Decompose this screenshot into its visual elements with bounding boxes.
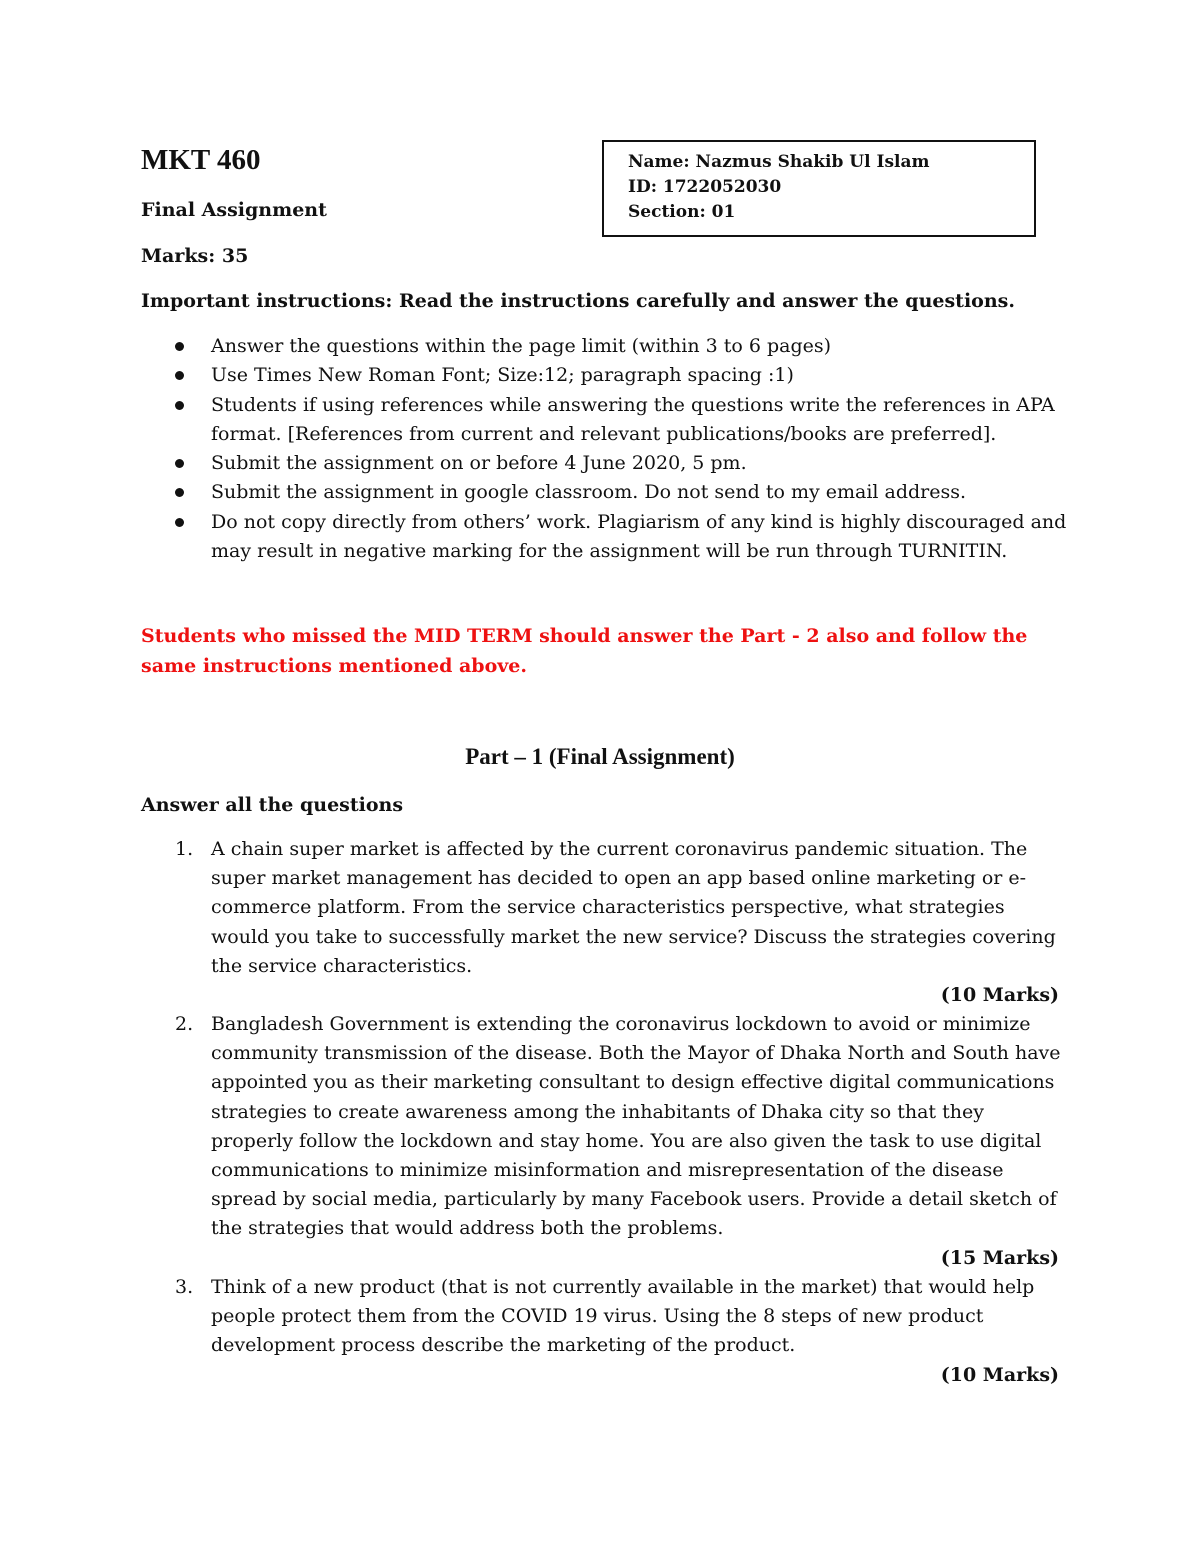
instruction-text: Submit the assignment on or before 4 June 2020, 5 pm. [211,452,747,475]
instructions-heading: Important instructions: Read the instructions carefully and answer the questions. [141,290,1015,312]
question-marks: (10 Marks) [940,984,1059,1007]
instruction-text: Do not copy directly from others’ work. Plagiarism of any kind is highly discouraged and may result in negative marking for the assignment will be run through TURNITIN. [211,510,1067,563]
part-subheading: Answer all the questions [141,794,404,816]
student-section: Section: 01 [628,202,736,222]
student-name: Name: Nazmus Shakib Ul Islam [628,152,930,172]
bullet-icon [175,459,184,468]
question-1 [141,835,1061,1010]
question-2 [141,1010,1061,1273]
bullet-icon [175,518,184,527]
question-number: 2. [175,1013,194,1035]
instruction-item [141,449,1071,478]
bullet-icon [175,371,184,380]
instruction-text: Answer the questions within the page limit (within 3 to 6 pages) [211,335,832,357]
instruction-item [141,361,1071,390]
instruction-item [141,478,1071,507]
course-code: MKT 460 [141,144,261,176]
question-text: Bangladesh Government is extending the coronavirus lockdown to avoid or minimize community transmission of the disease. Both the Mayor of Dhaka North and South have appointed you as their marketing consultant to design effective digital communications strategies to create awareness among the inhabitants of Dhaka city so that they properly follow the lockdown and stay home. You are also given the task to use digital communications to minimize misinformation and misrepresentation of the disease spread by social media, particularly by many Facebook users. Provide a detail sketch of the strategies that would address both the problems. [211,1013,1061,1240]
instruction-text: Students if using references while answering the questions write the references in APA format. [References from current and relevant publications/books are preferred]. [211,393,1055,445]
instruction-text: Submit the assignment in google classroom. Do not send to my email address. [211,481,967,504]
instruction-item [141,332,1071,361]
question-marks: (15 Marks) [940,1246,1059,1269]
bullet-icon [175,342,184,351]
bullet-icon [175,401,184,410]
midterm-notice: Students who missed the MID TERM should answer the Part - 2 also and follow the same instructions mentioned above. [141,625,1028,677]
part-title: Part – 1 (Final Assignment) [465,744,735,769]
question-marks: (10 Marks) [940,1363,1059,1386]
instruction-item [141,391,1071,450]
instruction-text: Use Times New Roman Font; Size:12; paragraph spacing :1) [211,364,794,387]
question-number: 3. [175,1276,194,1298]
question-text: A chain super market is affected by the current coronavirus pandemic situation. The super market management has decided to open an app based online marketing or e-commerce platform. From the service characteristics perspective, what strategies would you take to successfully market the new service? Discuss the strategies covering the service characteristics. [211,838,1056,977]
bullet-icon [175,488,184,497]
question-text: Think of a new product (that is not currently available in the market) that would help people protect them from the COVID 19 virus. Using the 8 steps of new product development process describe the marketing of the product. [211,1276,1035,1357]
question-number: 1. [175,838,194,860]
instruction-item [141,508,1071,567]
question-3 [141,1273,1061,1390]
assignment-title: Final Assignment [141,199,327,221]
instructions-list [141,332,1071,566]
student-info-box [602,140,1036,237]
total-marks: Marks: 35 [141,245,249,267]
student-id: ID: 1722052030 [628,177,782,197]
